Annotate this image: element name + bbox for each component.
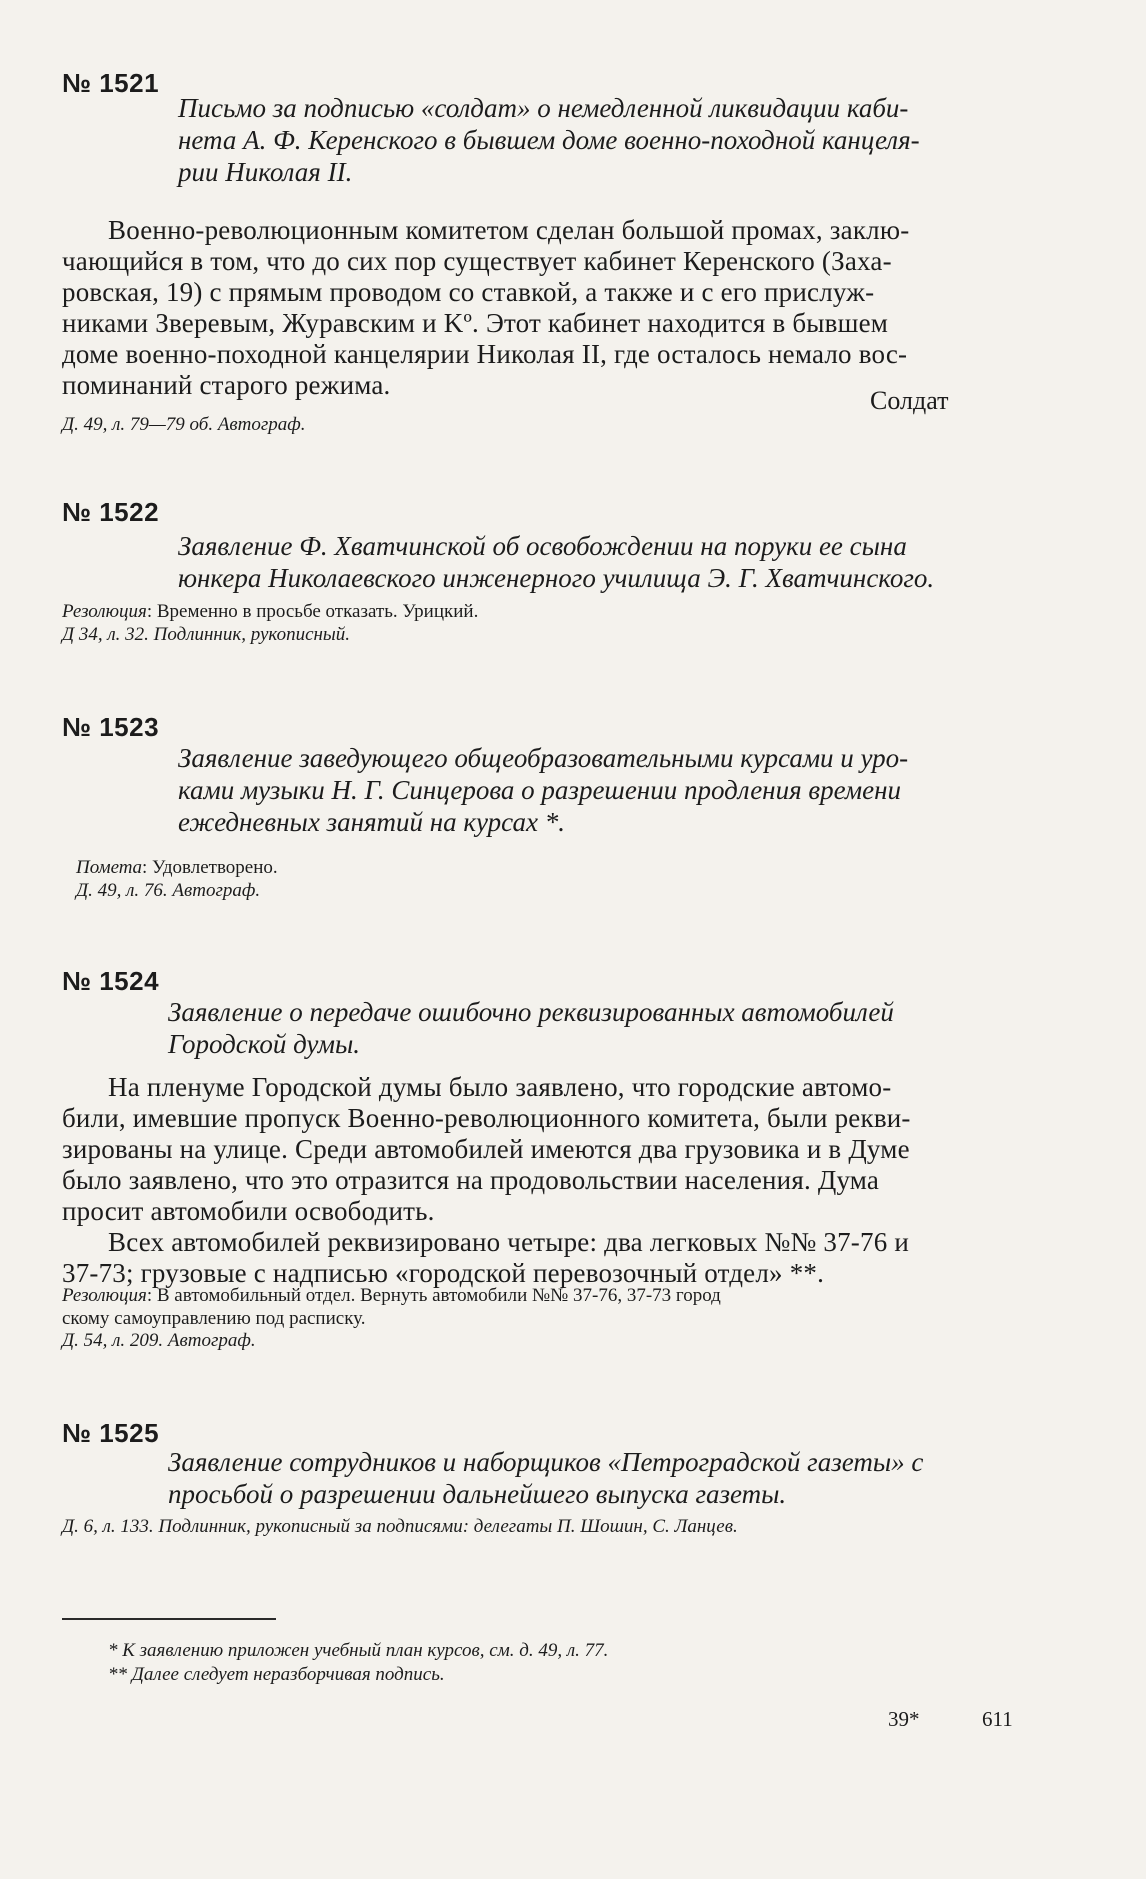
body-line: поминаний старого режима. <box>62 370 391 400</box>
signature: Солдат <box>870 386 949 415</box>
archive-reference: Д. 54, л. 209. Автограф. <box>62 1330 256 1351</box>
heading-line: просьбой о разрешении дальнейшего выпуска газеты. <box>168 1479 787 1509</box>
signature-mark: 39* <box>888 1707 920 1731</box>
heading-line: Заявление о передаче ошибочно реквизированных автомобилей <box>168 997 894 1027</box>
heading-line: ежедневных занятий на курсах *. <box>178 807 565 837</box>
heading-line: Письмо за подписью «солдат» о немедленной ликвидации каби- <box>178 93 909 123</box>
heading-line: Заявление заведующего общеобразовательными курсами и уро- <box>178 743 909 773</box>
document-heading <box>168 1446 1036 1510</box>
footnote: * К заявлению приложен учебный план курсов, см. д. 49, л. 77. <box>108 1640 609 1661</box>
body-line: Военно-революционным комитетом сделан большой промах, заклю- <box>108 215 910 245</box>
body-line: ровская, 19) с прямым проводом со ставкой, а также и с его прислуж- <box>62 277 875 307</box>
archive-reference: Д. 49, л. 76. Автограф. <box>76 880 261 901</box>
heading-line: Заявление Ф. Хватчинской об освобождении на поруки ее сына <box>178 531 907 561</box>
heading-line: нета А. Ф. Керенского в бывшем доме военно-походной канцеля- <box>178 125 920 155</box>
archive-reference: Д 34, л. 32. Подлинник, рукописный. <box>62 624 351 645</box>
archive-reference: Д. 49, л. 79—79 об. Автограф. <box>62 414 306 435</box>
document-heading <box>178 742 1036 838</box>
note <box>76 856 278 880</box>
note-label: Пометa <box>76 857 143 878</box>
document-body <box>62 1072 1028 1289</box>
document-number: № 1522 <box>62 497 160 527</box>
body-line: просит автомобили освободить. <box>62 1196 435 1226</box>
page-number: 611 <box>982 1707 1013 1731</box>
body-line: 37-73; грузовые с надписью «городской перевозочный отдел» **. <box>62 1258 825 1288</box>
body-line: доме военно-походной канцелярии Николая II, где осталось немало вос- <box>62 339 908 369</box>
body-line: чающийся в том, что до сих пор существует кабинет Керенского (Заха- <box>62 246 892 276</box>
document-heading <box>178 92 1036 188</box>
document-number: № 1525 <box>62 1418 160 1448</box>
resolution-note <box>62 1284 721 1308</box>
heading-line: рии Николая II. <box>178 157 353 187</box>
body-line: Всех автомобилей реквизировано четыре: два легковых №№ 37-76 и <box>108 1227 909 1257</box>
body-line: никами Зверевым, Журавским и Kº. Этот кабинет находится в бывшем <box>62 308 889 338</box>
document-body <box>62 215 1028 401</box>
heading-line: юнкера Николаевского инженерного училища Э. Г. Хватчинского. <box>178 563 935 593</box>
body-line: было заявлено, что это отразится на продовольствии населения. Дума <box>62 1165 880 1195</box>
document-number: № 1523 <box>62 712 160 742</box>
document-number: № 1521 <box>62 68 160 98</box>
resolution-text: : Временно в просьбе отказать. Урицкий. <box>146 601 479 622</box>
resolution-label: Резолюция <box>62 601 147 622</box>
resolution-note-continued: скому самоуправлению под расписку. <box>62 1308 366 1329</box>
body-line: зированы на улице. Среди автомобилей имеются два грузовика и в Думе <box>62 1134 910 1164</box>
footnote-divider <box>62 1618 276 1620</box>
resolution-text: : В автомобильный отдел. Вернуть автомобили №№ 37-76, 37-73 город <box>146 1285 721 1306</box>
note-text: : Удовлетворено. <box>142 857 278 878</box>
body-line: На пленуме Городской думы было заявлено, что городские автомо- <box>108 1072 892 1102</box>
heading-line: Городской думы. <box>168 1029 360 1059</box>
heading-line: Заявление сотрудников и наборщиков «Петроградской газеты» с <box>168 1447 924 1477</box>
document-heading <box>168 996 1036 1060</box>
heading-line: ками музыки Н. Г. Синцерова о разрешении продления времени <box>178 775 902 805</box>
body-line: били, имевшие пропуск Военно-революционного комитета, были рекви- <box>62 1103 911 1133</box>
document-heading <box>178 530 1036 594</box>
document-number: № 1524 <box>62 966 160 996</box>
archive-reference: Д. 6, л. 133. Подлинник, рукописный за подписями: делегаты П. Шошин, С. Ланцев. <box>62 1516 738 1537</box>
resolution-note <box>62 600 478 624</box>
footnote: ** Далее следует неразборчивая подпись. <box>108 1664 445 1685</box>
resolution-label: Резолюция <box>62 1285 147 1306</box>
